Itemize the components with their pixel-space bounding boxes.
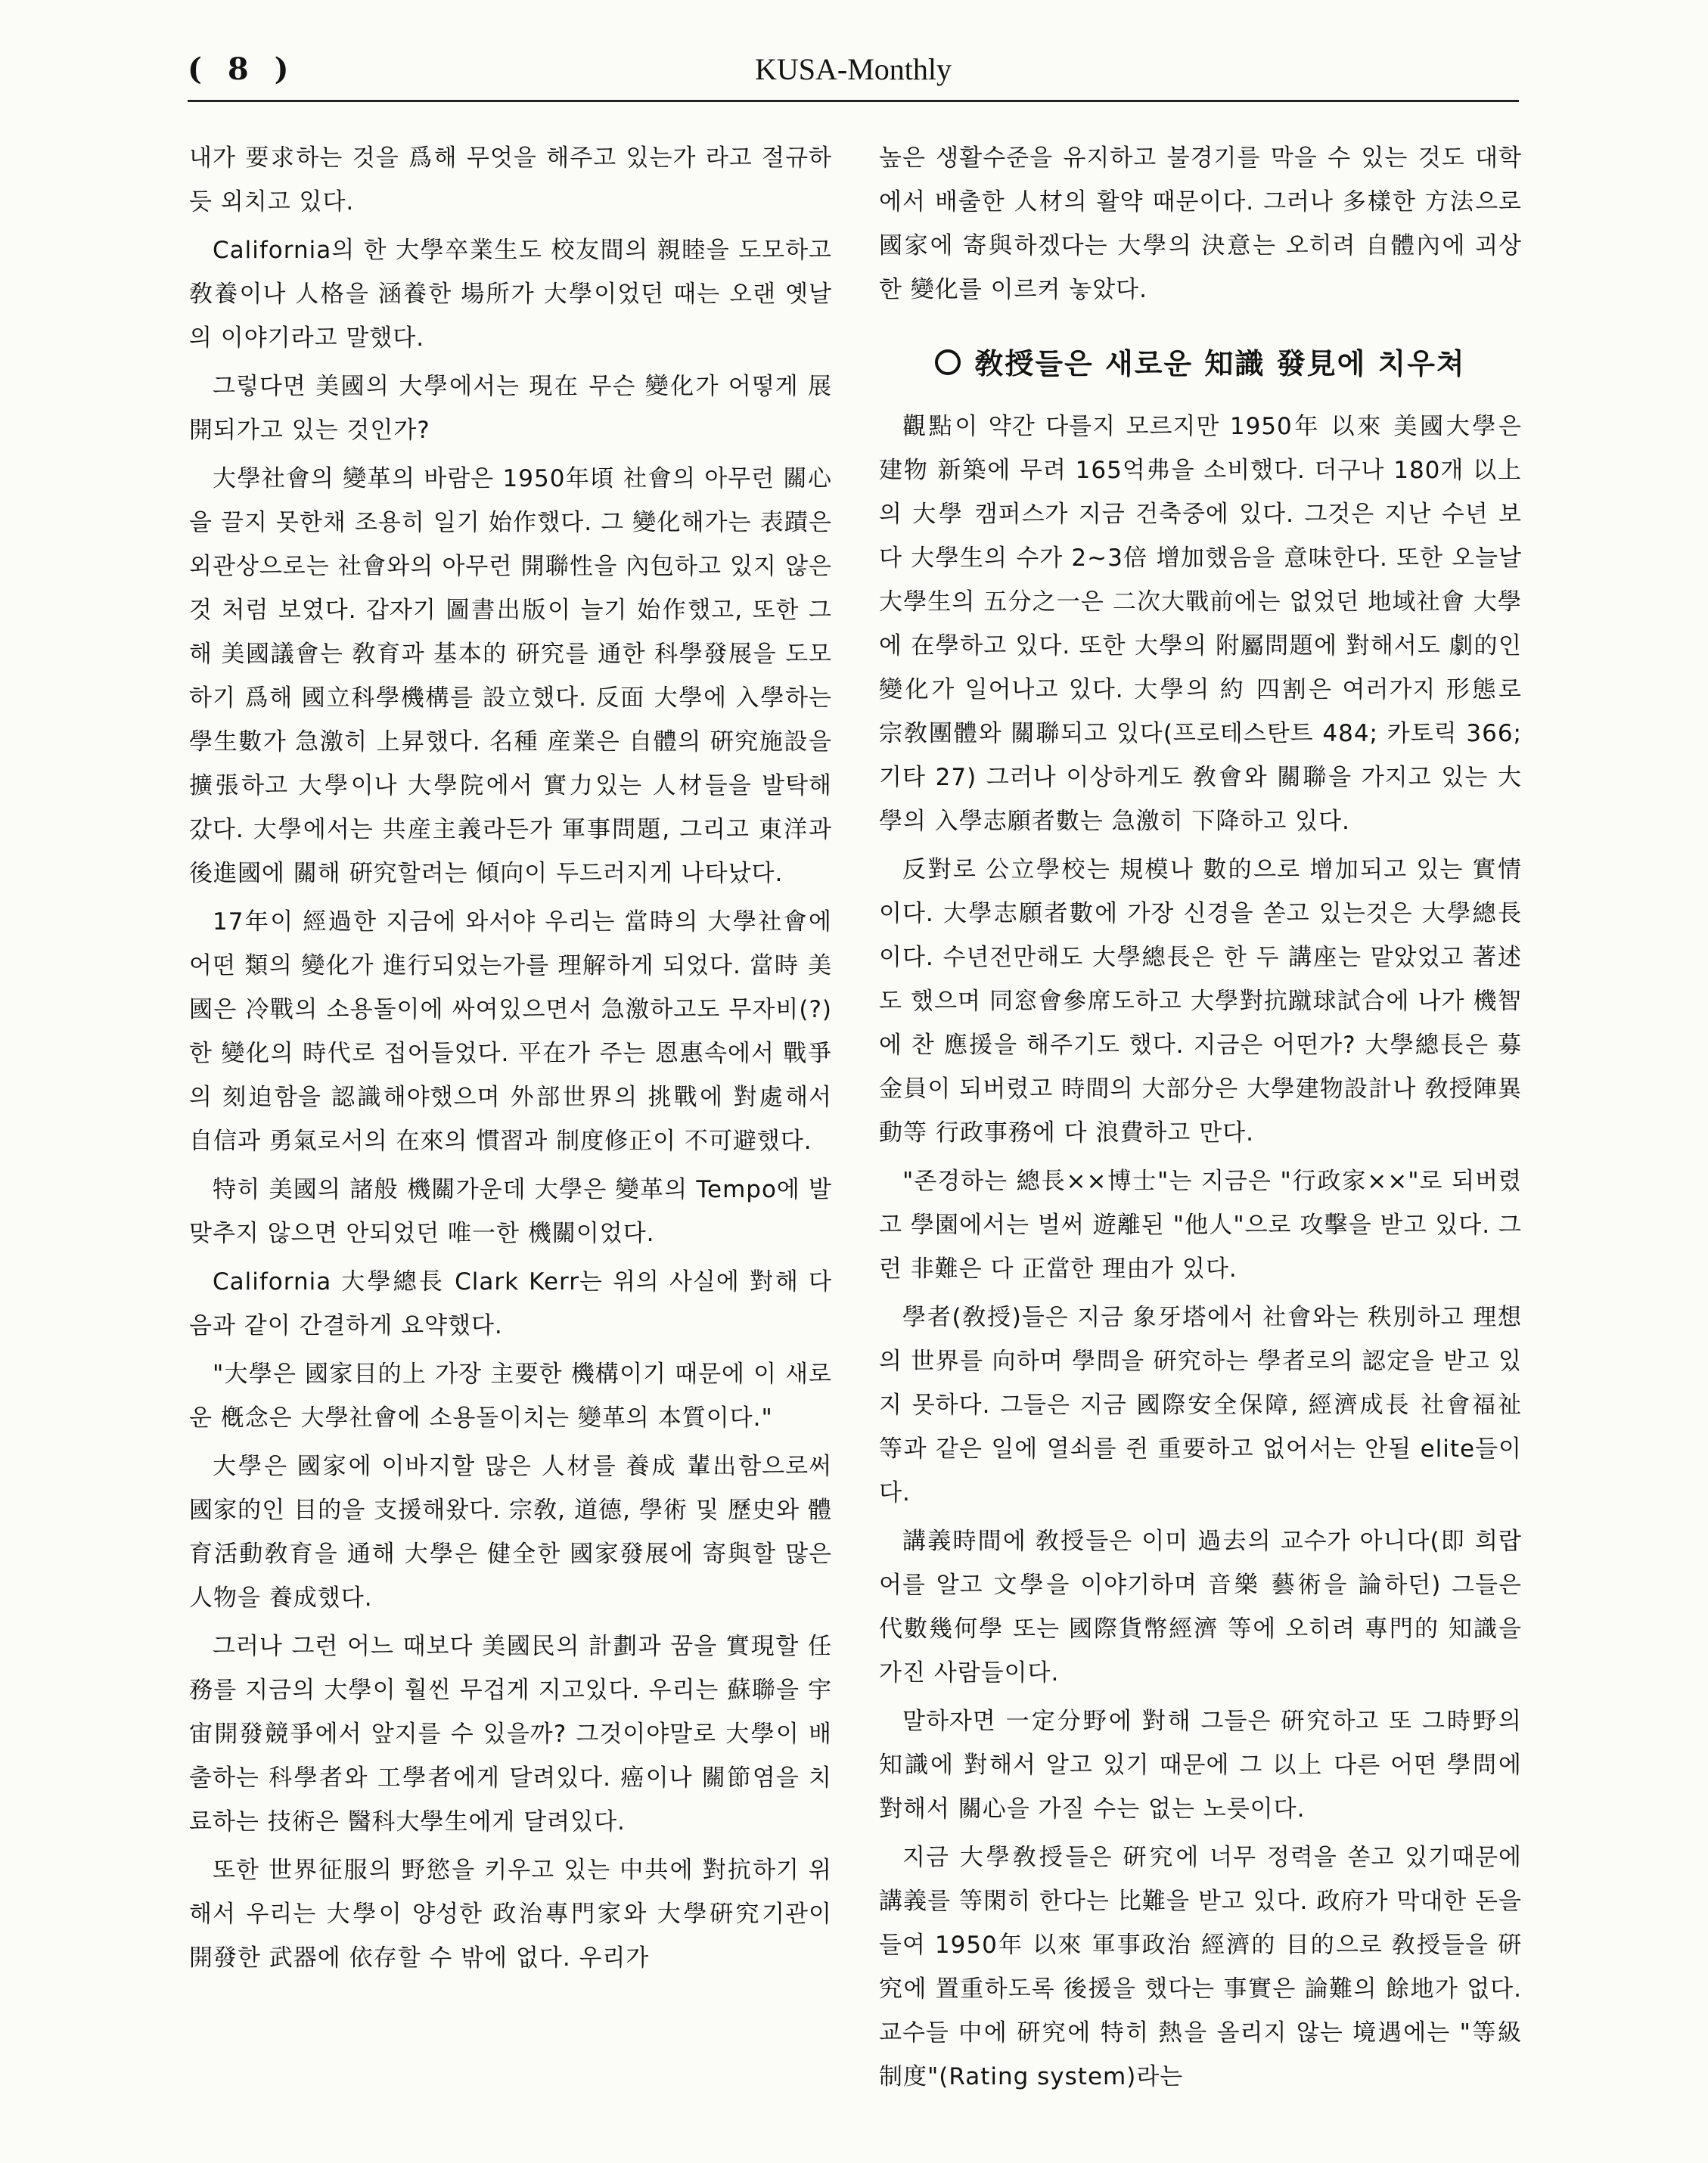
paragraph: 反對로 公立學校는 規模나 數的으로 增加되고 있는 實情이다. 大學志願者數에 가장 신경을 쏟고 있는것은 大學總長이다. 수년전만해도 大學總長은 한 두 講座는 맡았었고 著述도 했으며 同窓會參席도하고 大學對抗蹴球試合에 나가 機智에 찬 應援을 해주기도 했다. 지금은 어떤가? 大學總長은 募金員이 되버렸고 時間의 大部分은 大學建物設計나 敎授陣異動等 行政事務에 다 浪費하고 만다. (879, 856, 1522, 1147)
page-number: ( 8 ) (188, 51, 297, 87)
right-column (879, 136, 1522, 2133)
paragraph: 講義時間에 敎授들은 이미 過去의 교수가 아니다(即 희랍어를 알고 文學을 이야기하며 音樂 藝術을 論하던) 그들은 代數幾何學 또는 國際貨幣經濟 等에 오히려 專門的 知識을 가진 사람들이다. (879, 1528, 1522, 1687)
paragraph: 17年이 經過한 지금에 와서야 우리는 當時의 大學社會에 어떤 類의 變化가 進行되었는가를 理解하게 되었다. 當時 美國은 冷戰의 소용돌이에 싸여있으면서 急激하고도 무자비(?)한 變化의 時代로 접어들었다. 平在가 주는 恩惠속에서 戰爭의 刻迫함을 認識해야했으며 外部世界의 挑戰에 對處해서 自信과 勇氣로서의 在來의 慣習과 制度修正이 不可避했다. (189, 908, 832, 1155)
quote-paragraph: "大學은 國家目的上 가장 主要한 機構이기 때문에 이 새로운 槪念은 大學社會에 소용돌이치는 變革의 本質이다." (189, 1361, 832, 1432)
paragraph: California 大學總長 Clark Kerr는 위의 사실에 對해 다음과 같이 간결하게 요약했다. (189, 1268, 832, 1339)
header-rule (188, 100, 1519, 102)
paragraph: 말하자면 一定分野에 對해 그들은 硏究하고 또 그時野의 知識에 對해서 알고 있기 때문에 그 以上 다른 어떤 學問에 對해서 關心을 가질 수는 없는 노릇이다. (879, 1708, 1522, 1823)
section-heading-text: 敎授들은 새로운 知識 發見에 치우쳐 (974, 347, 1466, 380)
paragraph: 그러나 그런 어느 때보다 美國民의 計劃과 꿈을 實現할 任務를 지금의 大學이 훨씬 무겁게 지고있다. 우리는 蘇聯을 宇宙開發競爭에서 앞지를 수 있을까? 그것이야말로 大學이 배출하는 科學者와 工學者에게 달려있다. 癌이나 關節염을 치료하는 技術은 醫科大學生에게 달려있다. (189, 1633, 832, 1836)
paragraph: California의 한 大學卒業生도 校友間의 親睦을 도모하고 敎養이나 人格을 涵養한 場所가 大學이었던 때는 오랜 옛날의 이야기라고 말했다. (189, 237, 832, 352)
paragraph: 特히 美國의 諸般 機關가운데 大學은 變革의 Tempo에 발맞추지 않으면 안되었던 唯一한 機關이었다. (189, 1176, 832, 1247)
left-column (189, 136, 832, 2133)
paragraph: 그렇다면 美國의 大學에서는 現在 무슨 變化가 어떻게 展開되가고 있는 것인가? (189, 373, 832, 444)
paragraph: 높은 생활수준을 유지하고 불경기를 막을 수 있는 것도 대학에서 배출한 人材의 활약 때문이다. 그러나 多樣한 方法으로 國家에 寄與하겠다는 大學의 決意는 오히려 自體內에 괴상한 變化를 이르켜 놓았다. (879, 144, 1522, 303)
paragraph: 지금 大學敎授들은 硏究에 너무 정력을 쏟고 있기때문에 講義를 等閑히 한다는 比難을 받고 있다. 政府가 막대한 돈을들여 1950年 以來 軍事政治 經濟的 目的으로 敎授들을 硏究에 置重하도록 後援을 했다는 事實은 論難의 餘地가 없다. 교수들 中에 硏究에 特히 熱을 올리지 않는 境遇에는 "等級制度"(Rating system)라는 (879, 1844, 1522, 2090)
paragraph: 學者(敎授)들은 지금 象牙塔에서 社會와는 秩別하고 理想의 世界를 向하며 學問을 硏究하는 學者로의 認定을 받고 있지 못하다. 그들은 지금 國際安全保障, 經濟成長 社會福祉 等과 같은 일에 열쇠를 쥔 重要하고 없어서는 안될 elite들이다. (879, 1304, 1522, 1507)
paragraph: 大學은 國家에 이바지할 많은 人材를 養成 輩出함으로써 國家的인 目的을 支援해왔다. 宗敎, 道德, 學術 및 歷史와 體育活動敎育을 通해 大學은 健全한 國家發展에 寄與할 많은 人物을 養成했다. (189, 1453, 832, 1612)
paragraph: "존경하는 總長××博士"는 지금은 "行政家××"로 되버렸고 學園에서는 벌써 遊離된 "他人"으로 攻擊을 받고 있다. 그런 非難은 다 正當한 理由가 있다. (879, 1168, 1522, 1283)
paragraph: 觀點이 약간 다를지 모르지만 1950年 以來 美國大學은 建物 新築에 무려 165억弗을 소비했다. 더구나 180개 以上의 大學 캠퍼스가 지금 건축중에 있다. 그것은 지난 수년 보다 大學生의 수가 2~3倍 增加했음을 意味한다. 또한 오늘날 大學生의 五分之一은 二次大戰前에는 없었던 地域社會 大學에 在學하고 있다. 또한 大學의 附屬問題에 對해서도 劇的인 變化가 일어나고 있다. 大學의 約 四割은 여러가지 形態로 宗敎團體와 關聯되고 있다(프로테스탄트 484; 카토릭 366; 기타 27) 그러나 이상하게도 敎會와 關聯을 가지고 있는 大學의 入學志願者數는 急激히 下降하고 있다. (879, 413, 1522, 835)
paragraph: 또한 世界征服의 野慾을 키우고 있는 中共에 對抗하기 위해서 우리는 大學이 양성한 政治專門家와 大學硏究기관이 開發한 武器에 依存할 수 밖에 없다. 우리가 (189, 1857, 832, 1972)
paragraph: 내가 要求하는 것을 爲해 무엇을 해주고 있는가 라고 절규하듯 외치고 있다. (189, 144, 832, 216)
magazine-title: KUSA-Monthly (754, 52, 952, 86)
circle-bullet-icon (935, 349, 961, 375)
section-heading (879, 340, 1522, 382)
paragraph: 大學社會의 變革의 바람은 1950年頃 社會의 아무런 關心을 끌지 못한채 조용히 일기 始作했다. 그 變化해가는 表蹟은 외관상으로는 社會와의 아무런 開聯性을 內包하고 있지 않은 것 처럼 보였다. 갑자기 圖書出版이 늘기 始作했고, 또한 그해 美國議會는 敎育과 基本的 硏究를 通한 科學發展을 도모하기 爲해 國立科學機構를 設立했다. 反面 大學에 入學하는 學生數가 急激히 上昇했다. 名種 産業은 自體의 硏究施設을 擴張하고 大學이나 大學院에서 實力있는 人材들을 발탁해 갔다. 大學에서는 共産主義라든가 軍事問題, 그리고 東洋과 後進國에 關해 硏究할려는 傾向이 두드러지게 나타났다. (189, 465, 832, 887)
page-header (188, 45, 1519, 98)
